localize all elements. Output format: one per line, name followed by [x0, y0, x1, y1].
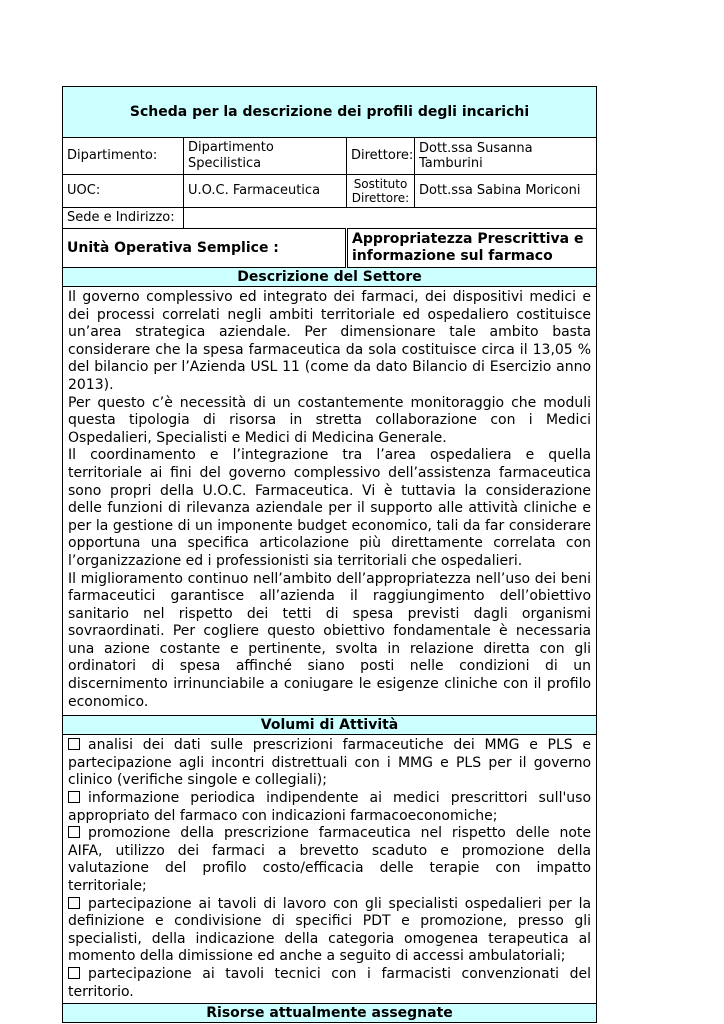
sede-value	[184, 208, 597, 229]
list-item	[68, 896, 591, 966]
direttore-label: Direttore:	[347, 138, 415, 175]
unita-label: Unità Operativa Semplice :	[63, 229, 347, 268]
dipartimento-value: Dipartimento Specilistica	[184, 138, 347, 175]
document-title: Scheda per la descrizione dei profili degli incarichi	[63, 87, 597, 138]
volumi-header: Volumi di Attività	[63, 716, 597, 735]
volumi-list	[63, 735, 597, 1004]
dipartimento-label: Dipartimento:	[63, 138, 184, 175]
profile-table	[62, 86, 597, 1023]
descrizione-paragraph: Il miglioramento continuo nell’ambito dell’appropriatezza nell’uso dei beni farmaceutici garantisce all’azienda il raggiungimento dell’obiettivo sanitario nel rispetto dei tetti di spesa previsti dagli organismi sovraordinati. Per cogliere questo obiettivo fondamentale è necessaria una azione costante e pertinente, svolta in relazione diretta con gli ordinatori di spesa affinché siano posti nelle condizioni di un discernimento irrinunciabile a coniugare le esigenze cliniche con il profilo economico.	[68, 570, 592, 710]
uoc-label: UOC:	[63, 175, 184, 208]
list-item	[68, 825, 591, 895]
checkbox-icon	[68, 738, 80, 750]
sostituto-value: Dott.ssa Sabina Moriconi	[415, 175, 597, 208]
descrizione-paragraph: Per questo c’è necessità di un costantemente monitoraggio che moduli questa tipologia di risorsa in stretta collaborazione con i Medici Ospedalieri, Specialisti e Medici di Medicina Generale.	[68, 394, 592, 446]
checkbox-icon	[68, 791, 80, 803]
list-item-text: promozione della prescrizione farmaceutica nel rispetto delle note AIFA, utilizzo dei farmaci a brevetto scaduto e promozione della valutazione del profilo costo/efficacia delle terapie con impatto territoriale;	[68, 825, 592, 894]
unita-value: Appropriatezza Prescrittiva e informazione sul farmaco	[347, 229, 597, 268]
profile-sheet	[62, 86, 596, 1023]
checkbox-icon	[68, 826, 80, 838]
list-item-text: informazione periodica indipendente ai medici prescrittori sull'uso appropriato del farmaco con indicazioni farmacoeconomiche;	[68, 790, 592, 824]
descrizione-header: Descrizione del Settore	[63, 268, 597, 287]
descrizione-paragraph: Il coordinamento e l’integrazione tra l’area ospedaliera e quella territoriale ai fini del governo complessivo dell’assistenza farmaceutica sono propri della U.O.C. Farmaceutica. Vi è tuttavia la considerazione delle funzioni di rilevanza aziendale per il supporto alle attività cliniche e per la gestione di un imponente budget economico, tali da far considerare opportuna una specifica articolazione più direttamente correlata con l’organizzazione ed i professionisti sia territoriali che ospedalieri.	[68, 447, 592, 569]
list-item-text: partecipazione ai tavoli tecnici con i farmacisti convenzionati del territorio.	[68, 965, 592, 1000]
checkbox-icon	[68, 967, 80, 979]
list-item-text: analisi dei dati sulle prescrizioni farmaceutiche dei MMG e PLS e partecipazione agli incontri distrettuali con i MMG e PLS per il governo clinico (verifiche singole e collegiali);	[68, 737, 592, 789]
sede-label: Sede e Indirizzo:	[63, 208, 184, 229]
checkbox-icon	[68, 897, 80, 909]
descrizione-paragraph: Il governo complessivo ed integrato dei farmaci, dei dispositivi medici e dei processi correlati negli ambiti territoriale ed ospedaliero costituisce un’area strategica aziendale. Per dimensionare tale ambito basta considerare che la spesa farmaceutica da sola costituisce circa il 13,05 % del bilancio per l’Azienda USL 11 (come da dato Bilancio di Esercizio anno 2013).	[68, 289, 592, 393]
descrizione-body	[63, 287, 597, 716]
list-item	[68, 966, 591, 1001]
sostituto-label: Sostituto Direttore:	[347, 175, 415, 208]
list-item	[68, 790, 591, 825]
direttore-value: Dott.ssa Susanna Tamburini	[415, 138, 597, 175]
risorse-header: Risorse attualmente assegnate	[63, 1004, 597, 1023]
list-item	[68, 737, 591, 790]
uoc-value: U.O.C. Farmaceutica	[184, 175, 347, 208]
list-item-text: partecipazione ai tavoli di lavoro con gli specialisti ospedalieri per la definizione e condivisione di specifici PDT e promozione, presso gli specialisti, della indicazione della categoria omogenea terapeutica al momento della dimissione ed anche a seguito di accessi ambulatoriali;	[68, 895, 592, 965]
